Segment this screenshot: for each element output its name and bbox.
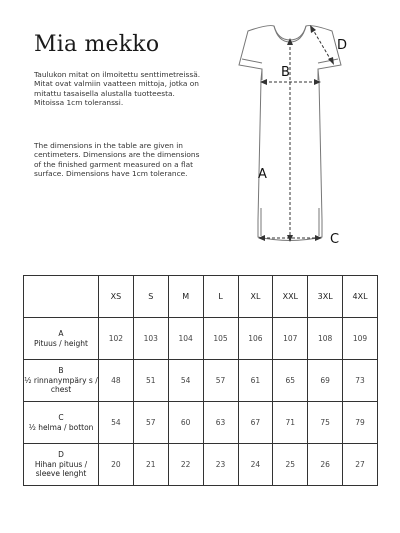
table-cell: 75 <box>308 402 343 444</box>
table-header-row <box>24 276 378 318</box>
table-row <box>24 360 378 402</box>
table-cell: 54 <box>168 360 203 402</box>
table-cell: 54 <box>99 402 134 444</box>
row-header <box>24 444 99 486</box>
label-c: C <box>330 232 340 247</box>
row-header <box>24 318 99 360</box>
row-label: Hihan pituus / sleeve lenght <box>34 459 88 479</box>
label-a: A <box>258 167 267 182</box>
table-cell: 73 <box>343 360 378 402</box>
size-header: L <box>203 276 238 318</box>
row-letter: C <box>58 413 64 422</box>
table-cell: 61 <box>238 360 273 402</box>
table-cell: 65 <box>273 360 308 402</box>
table-cell: 71 <box>273 402 308 444</box>
table-cell: 57 <box>203 360 238 402</box>
table-cell: 69 <box>308 360 343 402</box>
table-cell: 103 <box>133 318 168 360</box>
row-header <box>24 360 99 402</box>
table-cell: 104 <box>168 318 203 360</box>
dress-illustration <box>200 20 400 265</box>
row-label: ½ helma / botton <box>28 422 94 432</box>
size-chart-table <box>23 275 378 486</box>
size-header: 3XL <box>308 276 343 318</box>
table-cell: 79 <box>343 402 378 444</box>
row-label: ½ rinnanympäry s / chest <box>24 375 98 395</box>
table-cell: 24 <box>238 444 273 486</box>
size-header: 4XL <box>343 276 378 318</box>
size-header: M <box>168 276 203 318</box>
table-cell: 108 <box>308 318 343 360</box>
description-finnish: Taulukon mitat on ilmoitettu senttimetreissä. Mitat ovat valmiin vaatteen mittoja, jotka on mitattu tasaisella alustalla tuotteesta. Mitoissa 1cm toleranssi. <box>34 70 201 107</box>
table-cell: 20 <box>99 444 134 486</box>
table-cell: 27 <box>343 444 378 486</box>
table-row <box>24 444 378 486</box>
table-cell: 25 <box>273 444 308 486</box>
size-header: XL <box>238 276 273 318</box>
table-cell: 21 <box>133 444 168 486</box>
table-cell: 106 <box>238 318 273 360</box>
table-cell: 67 <box>238 402 273 444</box>
table-cell: 22 <box>168 444 203 486</box>
size-header: XXL <box>273 276 308 318</box>
row-header <box>24 402 99 444</box>
table-cell: 63 <box>203 402 238 444</box>
row-letter: D <box>58 450 64 460</box>
table-cell: 60 <box>168 402 203 444</box>
table-cell: 23 <box>203 444 238 486</box>
table-cell: 105 <box>203 318 238 360</box>
table-cell: 48 <box>99 360 134 402</box>
page-title: Mia mekko <box>34 32 160 57</box>
label-b: B <box>281 65 290 80</box>
header-empty-cell <box>24 276 99 318</box>
table-cell: 102 <box>99 318 134 360</box>
table-row <box>24 402 378 444</box>
description-english: The dimensions in the table are given in centimeters. Dimensions are the dimensions of the finished garment measured on a flat surface. Dimensions have 1cm tolerance. <box>34 141 200 178</box>
dress-measurement-diagram <box>200 20 400 265</box>
size-header: S <box>133 276 168 318</box>
row-letter: A <box>58 329 64 338</box>
row-label: Pituus / height <box>34 338 88 348</box>
table-cell: 109 <box>343 318 378 360</box>
size-header: XS <box>99 276 134 318</box>
table-cell: 51 <box>133 360 168 402</box>
table-cell: 107 <box>273 318 308 360</box>
table-cell: 57 <box>133 402 168 444</box>
row-letter: B <box>58 366 64 376</box>
table-row <box>24 318 378 360</box>
table-cell: 26 <box>308 444 343 486</box>
label-d: D <box>337 38 348 53</box>
